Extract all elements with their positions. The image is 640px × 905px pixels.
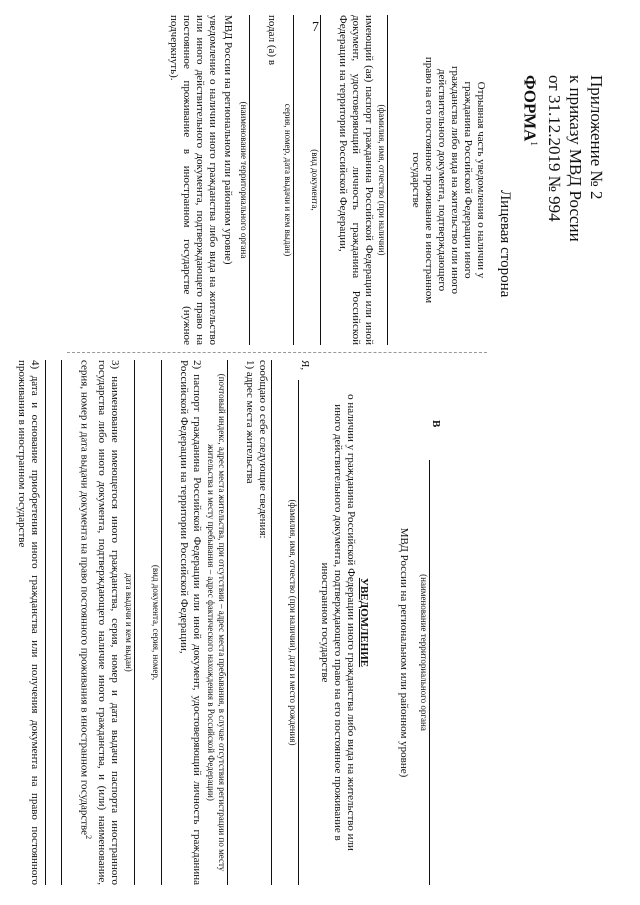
citizenship-line-2 [45,360,61,885]
appendix-title: Приложение № 2 [587,75,606,200]
person-line-2 [271,360,287,885]
detach-series-line [293,15,309,345]
detach-org-line [249,15,265,345]
detach-doc-line [320,15,336,345]
notice-to-row [429,420,445,885]
item3-text: 3) наименование имеющегося иного гражданства, серия, номер и дата выдачи паспорта иностранного государства либо иного документа, подтверждающего наличие иного гражданства, и (или) наименование, серия, номер и дата выдачи документа на право постоянного проживания в иностранном государстве [78,360,121,885]
form-footnote-mark: 1 [529,141,539,146]
address-caption: (почтовый индекс, адрес места жительства, при отсутствии – адрес места пребывания, в случае отсутствия регистрации по месту жительства и месту пребывания – адрес фактического нахождения в Российской Федерации) [206,373,227,872]
report-text: сообщаю о себе следующие сведения: [257,360,269,539]
person-line [298,380,314,885]
person-caption: (фамилия, имя, отчество (при наличии), дата и место рождения) [288,499,298,746]
detach-text2: уведомление о наличии иного гражданства либо вида на жительство или иного действительного документа, подтверждающего право на постоянное проживание в иностранном государстве (нужное подчеркнуть). [168,15,219,345]
passport-doc-caption: (вид документа, серия, номер, [151,564,161,681]
passport-date-caption: дата выдачи и кем выдан) [124,573,134,672]
notice-org-caption: (наименование территориального органа [419,574,429,731]
order-date: от 31.12.2019 № 994 [545,75,564,222]
acquisition-line [0,360,15,885]
ya-row [298,360,314,885]
detach-series-caption: серия, номер, дата выдачи и кем выдан) [283,103,293,257]
form-label: ФОРМА [520,75,540,142]
notice-subtitle: о наличии у гражданина Российской Федерации иного гражданства либо вида на жительство или иного действительного документа, подтверждающего право на его постоянное проживание в иностранном государстве [319,394,357,851]
detach-title: Отрывная часть уведомления о наличии у гражданина Российской Федерации иного гражданства либо вида на жительство или иного действительного документа, подтверждающего право на его постоянное проживание в иностранном государстве [410,56,487,304]
citizenship-line [61,360,77,885]
notice-body [0,360,370,885]
notice-title: УВЕДОМЛЕНИЕ [358,577,370,668]
detachable-part [25,15,615,345]
order-reference: к приказу МВД России [566,75,585,242]
side-label: Лицевая сторона [497,190,514,298]
item3-footnote-mark: 2 [84,835,93,840]
detach-name-line [387,15,403,345]
form-label-row [519,15,544,345]
detach-submitted: подал (а) в [266,15,278,66]
detach-text1: имеющий (ая) паспорт гражданина Российской Федерации или иной документ, удостоверяющий личность гражданина Российской Федерации на территории Российской Федерации, [337,15,375,345]
detach-name-caption: (фамилия, имя, отчество (при наличии) [377,104,387,256]
item1-address: 1) адрес места жительства [244,360,256,484]
ya-label: Я, [299,360,311,371]
notice-part [16,360,615,885]
address-line [227,360,243,885]
page-number: 7 [312,20,319,35]
item2-passport: 2) паспорт гражданина Российской Федерации или иной документ, удостоверяющий личность гражданина Российской Федерации на территории Российской Федерации, [178,360,203,885]
passport-line [161,360,177,885]
cut-divider [67,352,487,353]
detach-doc-caption: (вид документа, [310,149,320,211]
notice-addressee [397,420,445,885]
form-sheet [16,15,615,885]
item4-acquisition: 4) дата и основание приобретения иного гражданства или получения документа на право постоянного проживания в иностранном государстве [16,360,42,885]
item3-citizenship [77,360,121,885]
detach-mvd-level: МВД России на региональном или районном уровне) [222,15,234,265]
detach-org-caption: (наименование территориального органа [239,101,249,259]
passport-line-2 [134,360,150,885]
detach-body [167,15,487,345]
notice-mvd-level: МВД России на региональном или районном уровне) [398,527,410,778]
notice-to: В [430,420,442,428]
notice-org-line [429,460,445,885]
